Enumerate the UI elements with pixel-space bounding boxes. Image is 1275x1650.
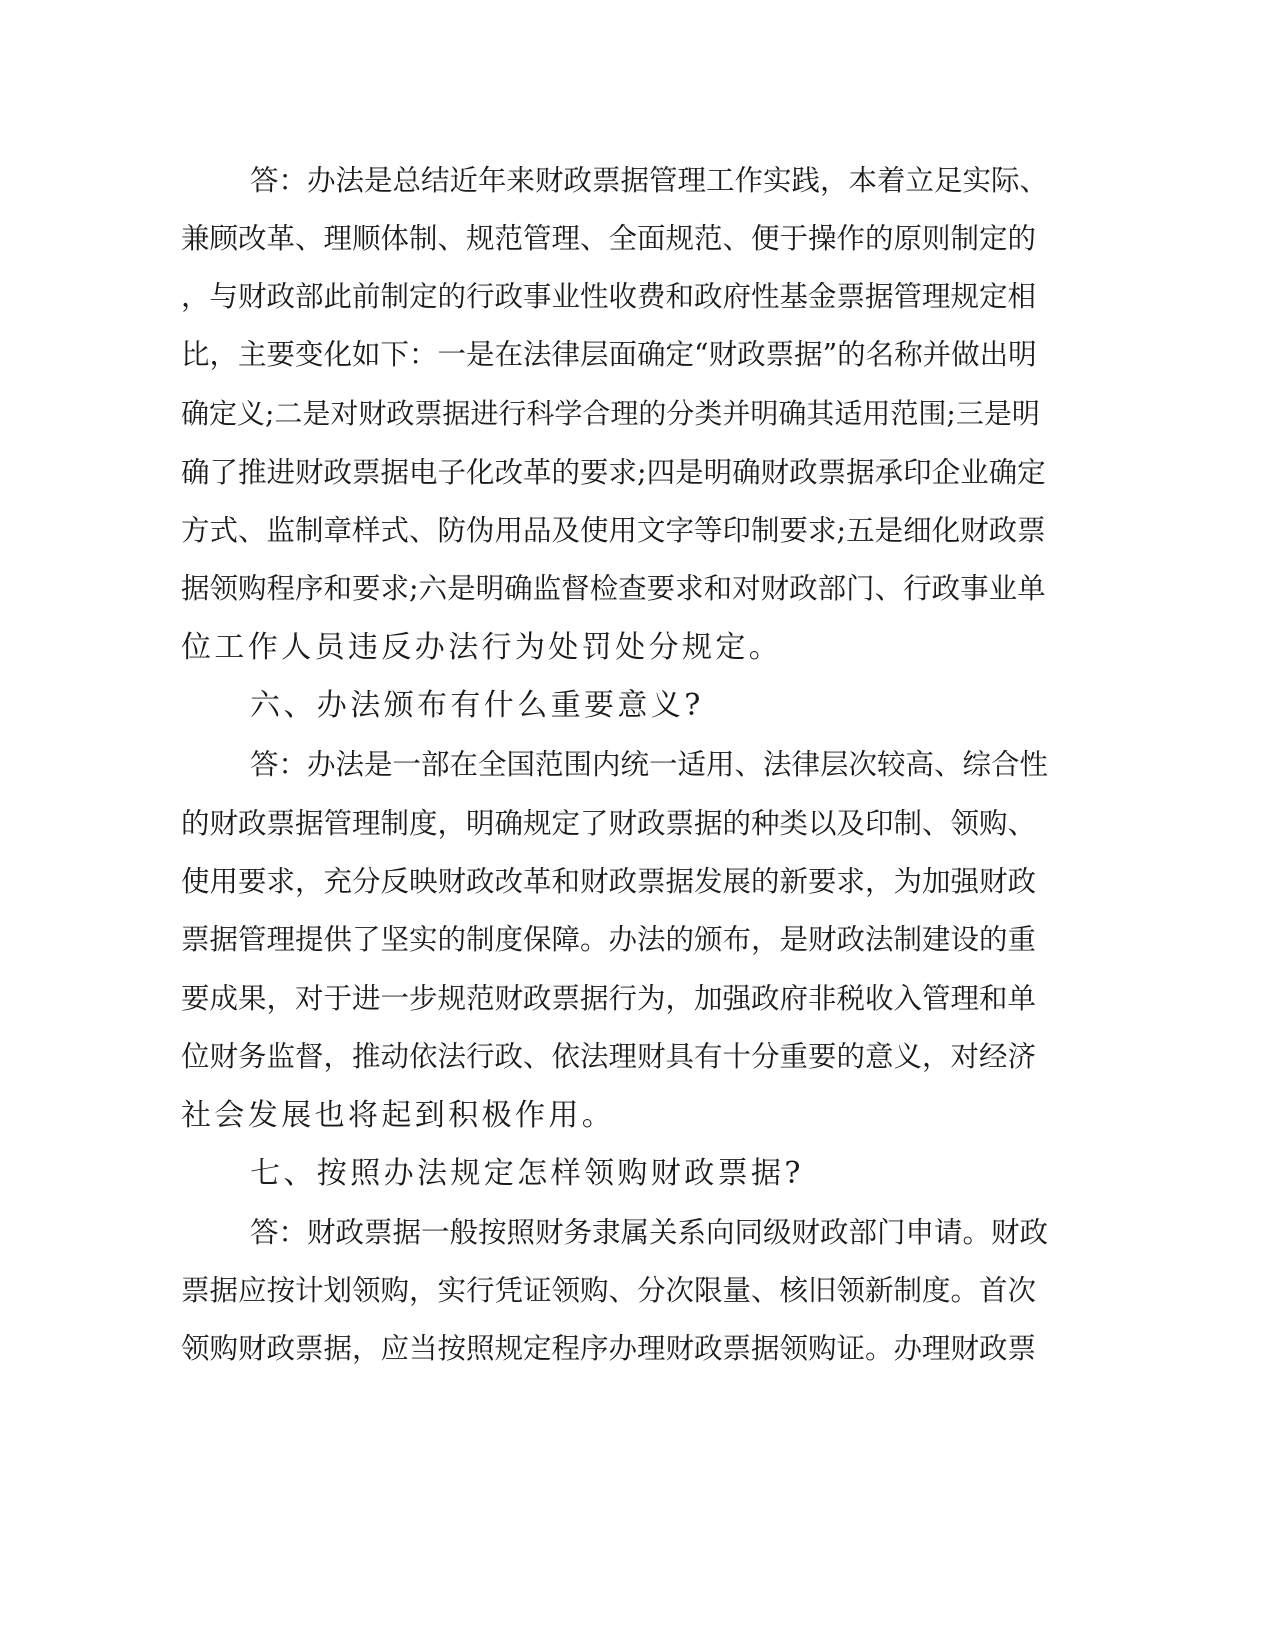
paragraph-line: 比，主要变化如下：一是在法律层面确定“财政票据”的名称并做出明 bbox=[181, 338, 1037, 371]
paragraph-line: 确定义;二是对财政票据进行科学合理的分类并明确其适用范围;三是明 bbox=[181, 397, 1040, 430]
paragraph-line: 确了推进财政票据电子化改革的要求;四是明确财政票据承印企业确定 bbox=[181, 456, 1046, 489]
paragraph-line: 票据管理提供了坚实的制度保障。办法的颁布，是财政法制建设的重 bbox=[181, 923, 1037, 956]
paragraph-line: 社会发展也将起到积极作用。 bbox=[181, 1098, 616, 1133]
section-heading: 六、办法颁布有什么重要意义? bbox=[250, 688, 704, 723]
section-heading: 七、按照办法规定怎样领购财政票据? bbox=[250, 1156, 804, 1191]
paragraph-line: 要成果，对于进一步规范财政票据行为，加强政府非税收入管理和单 bbox=[181, 982, 1037, 1015]
paragraph-line: 答：财政票据一般按照财务隶属关系向同级财政部门申请。财政 bbox=[250, 1216, 1049, 1249]
paragraph-line: 票据应按计划领购，实行凭证领购、分次限量、核旧领新制度。首次 bbox=[181, 1274, 1037, 1307]
paragraph-line: 使用要求，充分反映财政改革和财政票据发展的新要求，为加强财政 bbox=[181, 865, 1037, 898]
paragraph-line: 位工作人员违反办法行为处罚处分规定。 bbox=[181, 630, 783, 665]
paragraph-line: 方式、监制章样式、防伪用品及使用文字等印制要求;五是细化财政票 bbox=[181, 514, 1046, 547]
paragraph-line: 答：办法是总结近年来财政票据管理工作实践，本着立足实际、 bbox=[250, 164, 1049, 197]
paragraph-line: 答：办法是一部在全国范围内统一适用、法律层次较高、综合性 bbox=[250, 748, 1049, 781]
paragraph-line: 的财政票据管理制度，明确规定了财政票据的种类以及印制、领购、 bbox=[181, 807, 1037, 840]
paragraph-line: 兼顾改革、理顺体制、规范管理、全面规范、便于操作的原则制定的 bbox=[181, 222, 1037, 255]
paragraph-line: 领购财政票据，应当按照规定程序办理财政票据领购证。办理财政票 bbox=[181, 1332, 1037, 1365]
paragraph-line: 据领购程序和要求;六是明确监督检查要求和对财政部门、行政事业单 bbox=[181, 572, 1046, 605]
paragraph-line: 位财务监督，推动依法行政、依法理财具有十分重要的意义，对经济 bbox=[181, 1040, 1037, 1073]
paragraph-line: ，与财政部此前制定的行政事业性收费和政府性基金票据管理规定相 bbox=[181, 280, 1037, 313]
